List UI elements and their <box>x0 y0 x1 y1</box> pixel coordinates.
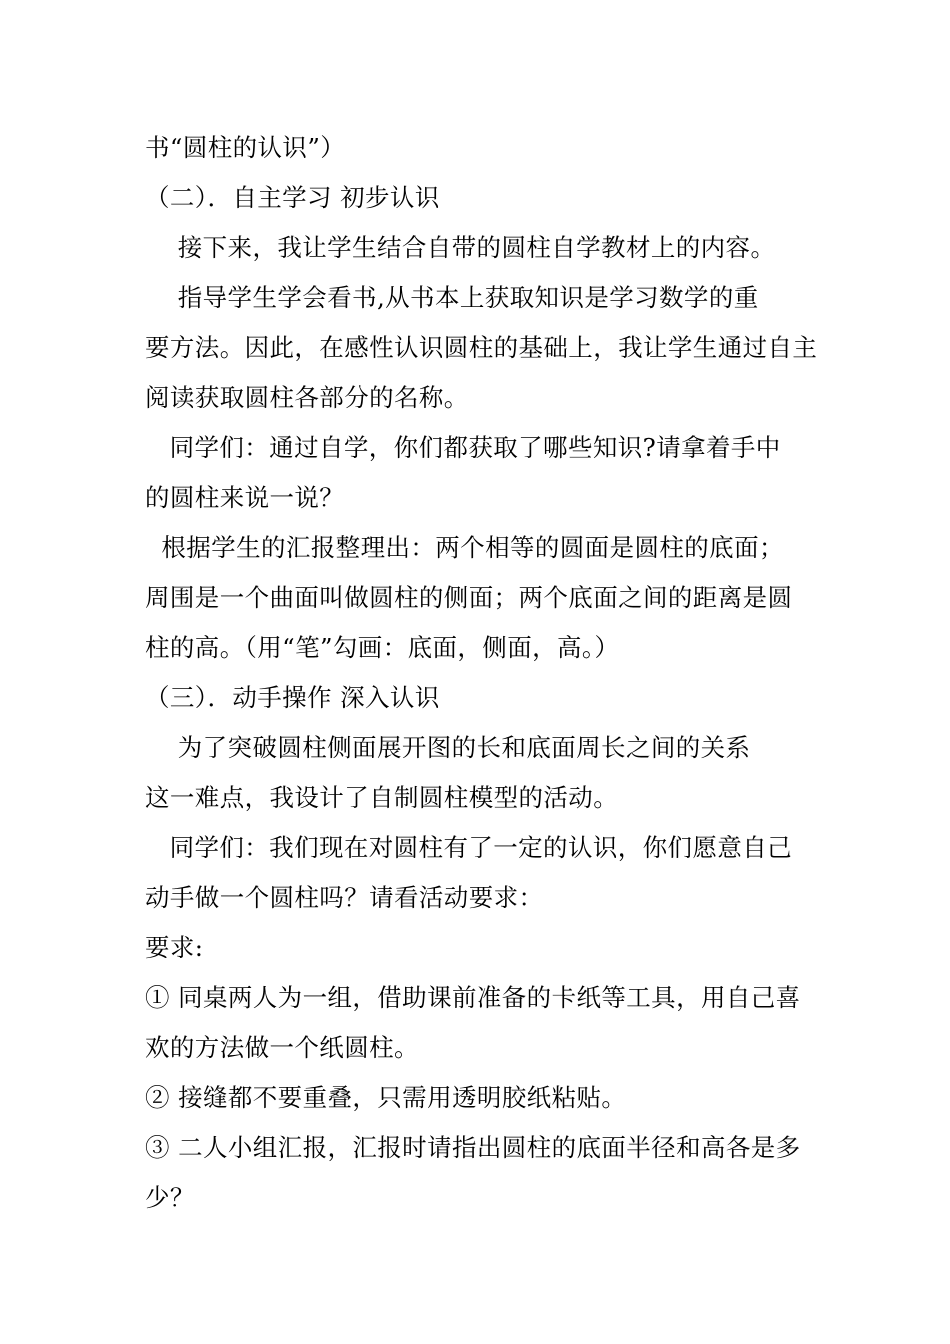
list-item: ③ 二人小组汇报，汇报时请指出圆柱的底面半径和高各是多 <box>145 1133 801 1162</box>
text-line: 为了突破圆柱侧面展开图的长和底面周长之间的关系 <box>145 733 751 762</box>
text-line: 同学们：我们现在对圆柱有了一定的认识，你们愿意自己 <box>145 833 793 862</box>
text-line: 少？ <box>145 1183 195 1212</box>
text-line: 要方法。因此，在感性认识圆柱的基础上，我让学生通过自主 <box>145 333 818 362</box>
text-line: 周围是一个曲面叫做圆柱的侧面；两个底面之间的距离是圆 <box>145 583 793 612</box>
text-line: 接下来，我让学生结合自带的圆柱自学教材上的内容。 <box>145 233 776 262</box>
text-line: 同学们：通过自学，你们都获取了哪些知识?请拿着手中 <box>145 433 781 462</box>
text-line: 动手做一个圆柱吗？请看活动要求： <box>145 883 544 912</box>
text-line: 根据学生的汇报整理出：两个相等的圆面是圆柱的底面； <box>145 533 784 562</box>
section-heading: （三）．动手操作 深入认识 <box>145 683 440 712</box>
text-line: 书“圆柱的认识”） <box>145 133 346 162</box>
text-line: 欢的方法做一个纸圆柱。 <box>145 1033 419 1062</box>
text-line: 阅读获取圆柱各部分的名称。 <box>145 383 469 412</box>
list-item: ① 同桌两人为一组，借助课前准备的卡纸等工具，用自己喜 <box>145 983 801 1012</box>
text-line: 这一难点，我设计了自制圆柱模型的活动。 <box>145 783 619 812</box>
text-line: 的圆柱来说一说？ <box>145 483 345 512</box>
text-line: 柱的高。（用“笔”勾画：底面，侧面，高。） <box>145 633 620 662</box>
text-line: 要求: <box>145 933 204 962</box>
list-item: ② 接缝都不要重叠，只需用透明胶纸粘贴。 <box>145 1083 627 1112</box>
section-heading: （二）．自主学习 初步认识 <box>145 183 440 212</box>
text-line: 指导学生学会看书,从书本上获取知识是学习数学的重 <box>145 283 759 312</box>
